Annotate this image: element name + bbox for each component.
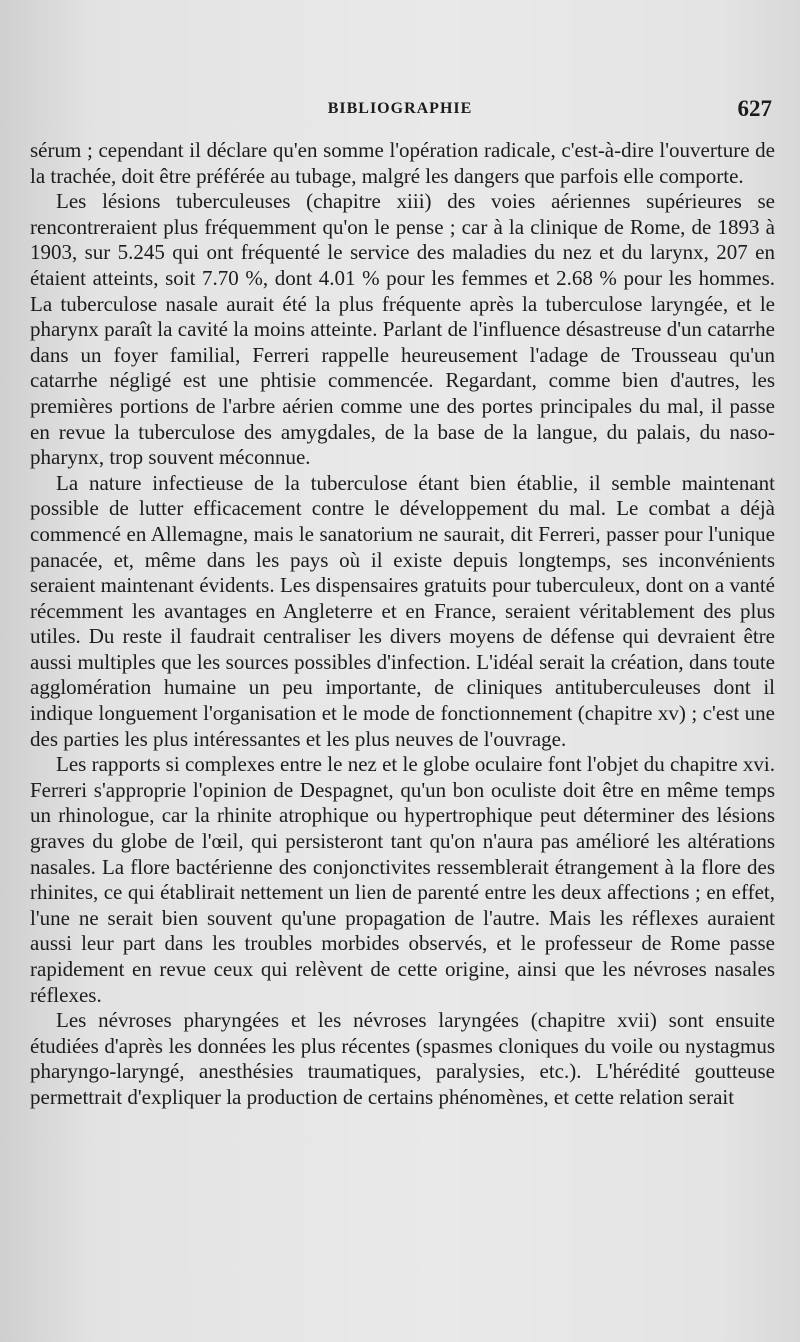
paragraph-2: Les lésions tuberculeuses (chapitre xiii) des voies aériennes supérieures se rencontreraient plus fréquemment qu'on le pense ; car à la clinique de Rome, de 1893 à 1903, sur 5.245 qui ont fréquenté le service des maladies du nez et du larynx, 207 en étaient atteints, soit 7.70 %, dont 4.01 % pour les femmes et 2.68 % pour les hommes. La tuberculose nasale aurait été la plus fréquente après la tuberculose laryngée, et le pharynx paraît la cavité la moins atteinte. Parlant de l'influence désastreuse d'un catarrhe dans un foyer familial, Ferreri rappelle heureusement l'adage de Trousseau qu'un catarrhe négligé est une phtisie commencée. Regardant, comme bien d'autres, les premières portions de l'arbre aérien comme une des portes principales du mal, il passe en revue la tuberculose des amygdales, de la base de la langue, du palais, du naso-pharynx, trop souvent méconnue. <box>30 189 775 470</box>
page-number: 627 <box>737 96 772 121</box>
paragraph-5: Les névroses pharyngées et les névroses laryngées (chapitre xvii) sont ensuite étudiées d'après les données les plus récentes (spasmes cloniques du voile ou nystagmus pharyngo-laryngé, anesthésies traumatiques, paralysies, etc.). L'hérédité goutteuse permettrait d'expliquer la production de certains phénomènes, et cette relation serait <box>30 1008 775 1109</box>
running-title: BIBLIOGRAPHIE <box>327 100 473 117</box>
page-header <box>0 96 800 126</box>
paragraph-3: La nature infectieuse de la tuberculose étant bien établie, il semble maintenant possible de lutter efficacement contre le développement du mal. Le combat a déjà commencé en Allemagne, mais le sanatorium ne saurait, dit Ferreri, passer pour l'unique panacée, et, même dans les pays où il existe depuis longtemps, ses inconvénients seraient maintenant évidents. Les dispensaires gratuits pour tuberculeux, dont on a vanté récemment les avantages en Angleterre et en France, seraient véritablement des plus utiles. Du reste il faudrait centraliser les divers moyens de défense qui devraient être aussi multiples que les sources possibles d'infection. L'idéal serait la création, dans toute agglomération humaine un peu importante, de cliniques antituberculeuses dont il indique longuement l'organisation et le mode de fonctionnement (chapitre xv) ; c'est une des parties les plus intéressantes et les plus neuves de l'ouvrage. <box>30 470 775 751</box>
paragraph-1: sérum ; cependant il déclare qu'en somme l'opération radicale, c'est-à-dire l'ouverture de la trachée, doit être préférée au tubage, malgré les dangers que parfois elle comporte. <box>30 138 775 188</box>
paragraph-4: Les rapports si complexes entre le nez et le globe oculaire font l'objet du chapitre xvi. Ferreri s'approprie l'opinion de Despagnet, qu'un bon oculiste doit être en même temps un rhinologue, car la rhinite atrophique ou hypertrophique peut déterminer des lésions graves du globe de l'œil, qui persisteront tant qu'on n'aura pas amélioré les altérations nasales. La flore bactérienne des conjonctivites ressemblerait étrangement à la flore des rhinites, ce qui établirait nettement un lien de parenté entre les deux affections ; en effet, l'une ne serait bien souvent qu'une propagation de l'autre. Mais les réflexes auraient aussi leur part dans les troubles morbides observés, et le professeur de Rome passe rapidement en revue ceux qui relèvent de cette origine, ainsi que les névroses nasales réflexes. <box>30 752 775 1007</box>
body-text <box>30 138 775 1111</box>
